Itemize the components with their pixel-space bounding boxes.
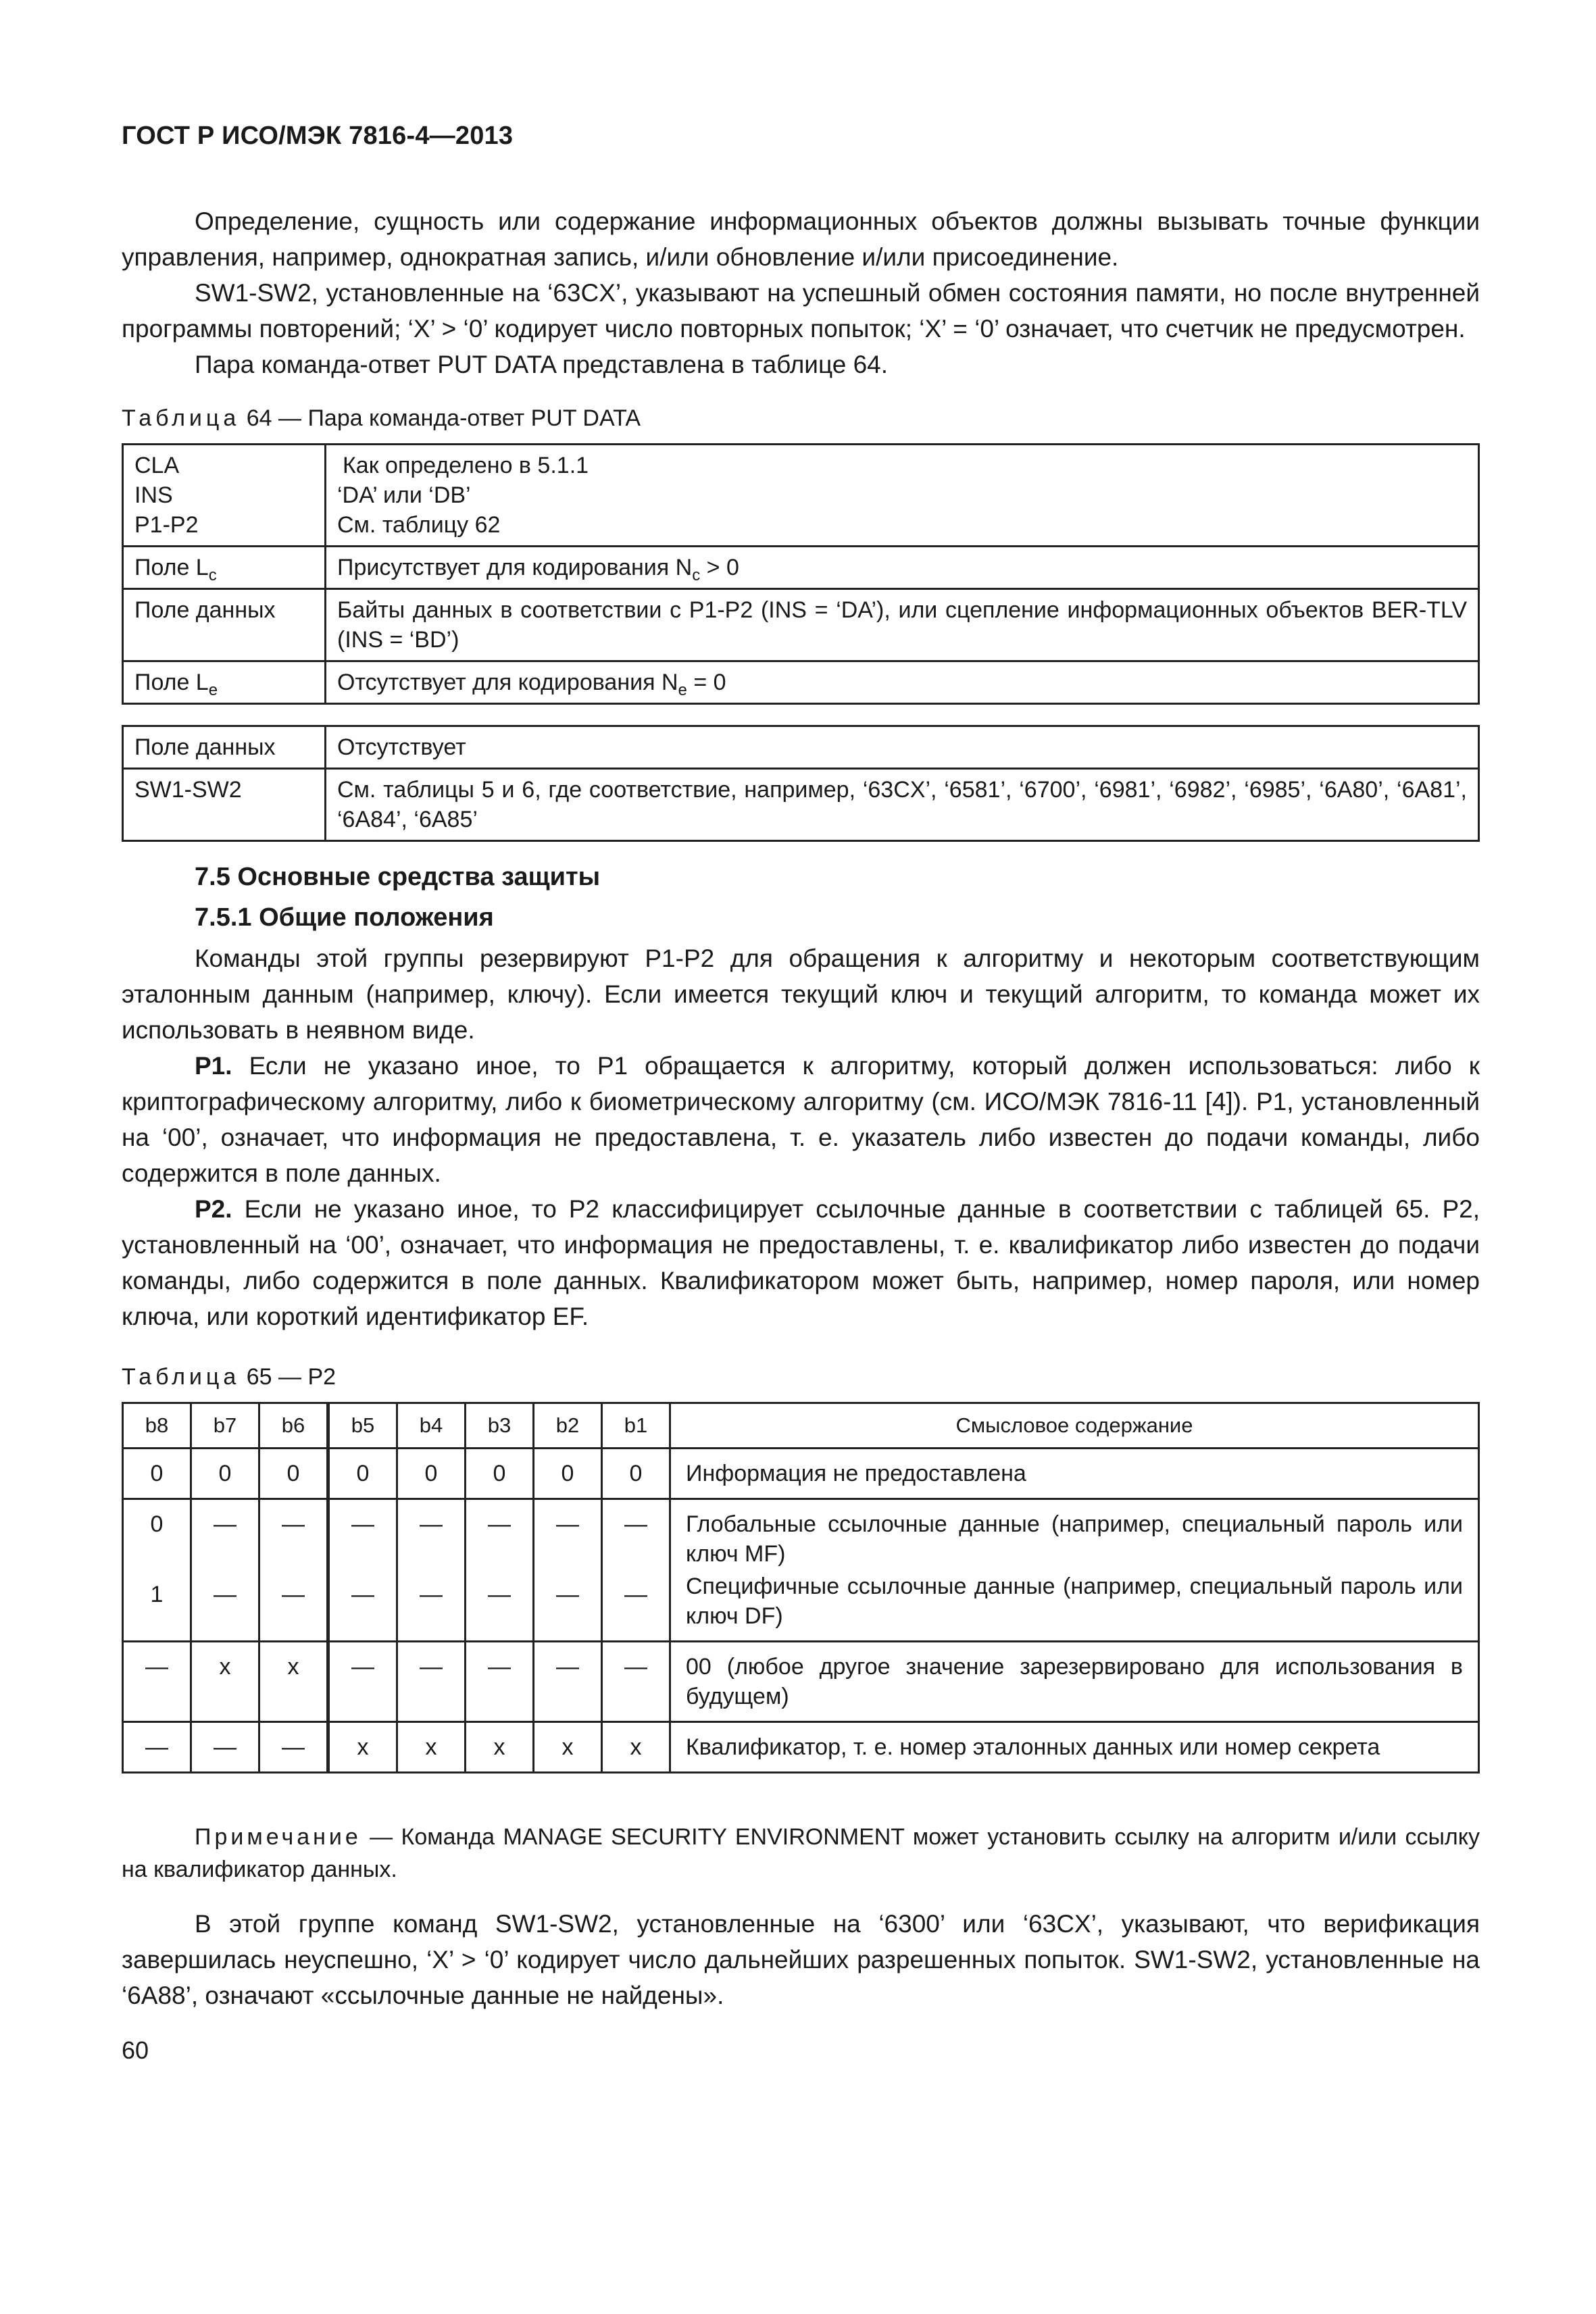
table64-sw-value: См. таблицы 5 и 6, где соответствие, например, ‘63CX’, ‘6581’, ‘6700’, ‘6981’, ‘6982’, ‘6985’, ‘6A80’, ‘6A81’, ‘6A84’, ‘6A85’ [326, 769, 1479, 841]
table65-p2 [122, 1402, 1480, 1774]
table64-caption: Таблица 64 — Пара команда-ответ PUT DATA [122, 405, 641, 431]
section-heading-7-5: 7.5 Основные средства защиты [195, 863, 601, 891]
table-row: 1 — — — — — — — Специфичные ссылочные данные (например, специальный пароль или ключ DF) [123, 1570, 1479, 1642]
table-row: — x x — — — — — 00 (любое другое значение зарезервировано для использования в будущем) [123, 1642, 1479, 1722]
note-paragraph: Примечание — Команда MANAGE SECURITY ENVIRONMENT может установить ссылку на алгоритм и/или ссылку на квалификатор данных. [122, 1824, 1480, 1882]
table-row: 0 0 0 0 0 0 0 0 Информация не предоставлена [123, 1449, 1479, 1499]
table-row [123, 547, 1479, 589]
table64-command [122, 443, 1480, 705]
table64-response [122, 725, 1480, 842]
table-row [123, 769, 1479, 841]
table-row: 0 — — — — — — — Глобальные ссылочные данные (например, специальный пароль или ключ MF) [123, 1499, 1479, 1571]
body-paragraph-1: Команды этой группы резервируют P1-P2 для обращения к алгоритму и некоторым соответствующим эталонным данным (например, ключу). Если имеется текущий ключ и текущий алгоритм, то команда может их использовать в неявном виде. [122, 945, 1480, 1044]
table64-lc-label: Поле $L_c$ [123, 547, 326, 589]
intro-paragraph-1: Определение, сущность или содержание информационных объектов должны вызывать точные функции управления, например, однократная запись, и/или обновление и/или присоединение. [122, 207, 1480, 271]
table-row: — — — x x x x x Квалификатор, т. е. номер эталонных данных или номер секрета [123, 1722, 1479, 1773]
table64-cell-labels: CLA INS P1-P2 [123, 445, 326, 547]
intro-paragraph-2: SW1-SW2, установленные на ‘63CX’, указывают на успешный обмен состояния памяти, но после внутренней программы повторений; ‘X’ > ‘0’ кодирует число повторных попыток; ‘X’ = ‘0’ означает, что счетчик не предусмотрен. [122, 279, 1480, 343]
table-row [123, 589, 1479, 661]
table-row [123, 661, 1479, 704]
table64-sw-label: SW1-SW2 [123, 769, 326, 841]
table-header-row: b8 b7 b6 b5 b4 b3 b2 b1 Смысловое содержание [123, 1403, 1479, 1449]
table64-lc-value: Присутствует для кодирования $N_c > 0$ [326, 547, 1479, 589]
standard-header: ГОСТ Р ИСО/МЭК 7816-4—2013 [122, 122, 514, 150]
document-page [122, 122, 1480, 2065]
body-paragraph-2: P1. Если не указано иное, то P1 обращается к алгоритму, который должен использоваться: либо к криптографическому алгоритму, либо к биометрическому алгоритму (см. ИСО/МЭК 7816-11 [4]). P1, установленный на ‘00’, означает, что информация не предоставлена, т. е. указатель либо известен до подачи команды, либо содержится в поле данных. [122, 1052, 1480, 1187]
table64-le-label: Поле $L_e$ [123, 661, 326, 704]
table64-resp-data-value: Отсутствует [326, 726, 1479, 769]
table-row [123, 726, 1479, 769]
page-number: 60 [122, 2036, 149, 2064]
table64-data-label: Поле данных [123, 589, 326, 661]
table-row [123, 445, 1479, 547]
table65-caption: Таблица 65 — P2 [122, 1364, 336, 1390]
final-paragraph: В этой группе команд SW1-SW2, установленные на ‘6300’ или ‘63CX’, указывают, что верификация завершилась неуспешно, ‘X’ > ‘0’ кодирует число дальнейших разрешенных попыток. SW1-SW2, установленные на ‘6A88’, означают «ссылочные данные не найдены». [122, 1910, 1480, 2009]
table64-data-value: Байты данных в соответствии с P1-P2 (INS = ‘DA’), или сцепление информационных объектов BER-TLV (INS = ‘BD’) [326, 589, 1479, 661]
intro-paragraph-3: Пара команда-ответ PUT DATA представлена в таблице 64. [195, 351, 889, 378]
body-paragraph-3: P2. Если не указано иное, то P2 классифицирует ссылочные данные в соответствии с таблицей 65. P2, установленный на ‘00’, означает, что информация не предоставлены, т. е. квалификатор либо известен до подачи команды, либо содержится в поле данных. Квалификатором может быть, например, номер пароля, или номер ключа, или короткий идентификатор EF. [122, 1195, 1480, 1330]
table64-resp-data-label: Поле данных [123, 726, 326, 769]
table64-le-value: Отсутствует для кодирования $N_e = 0$ [326, 661, 1479, 704]
section-heading-7-5-1: 7.5.1 Общие положения [195, 903, 494, 932]
table64-cell-values: Как определено в 5.1.1 ‘DA’ или ‘DB’ См. таблицу 62 [326, 445, 1479, 547]
